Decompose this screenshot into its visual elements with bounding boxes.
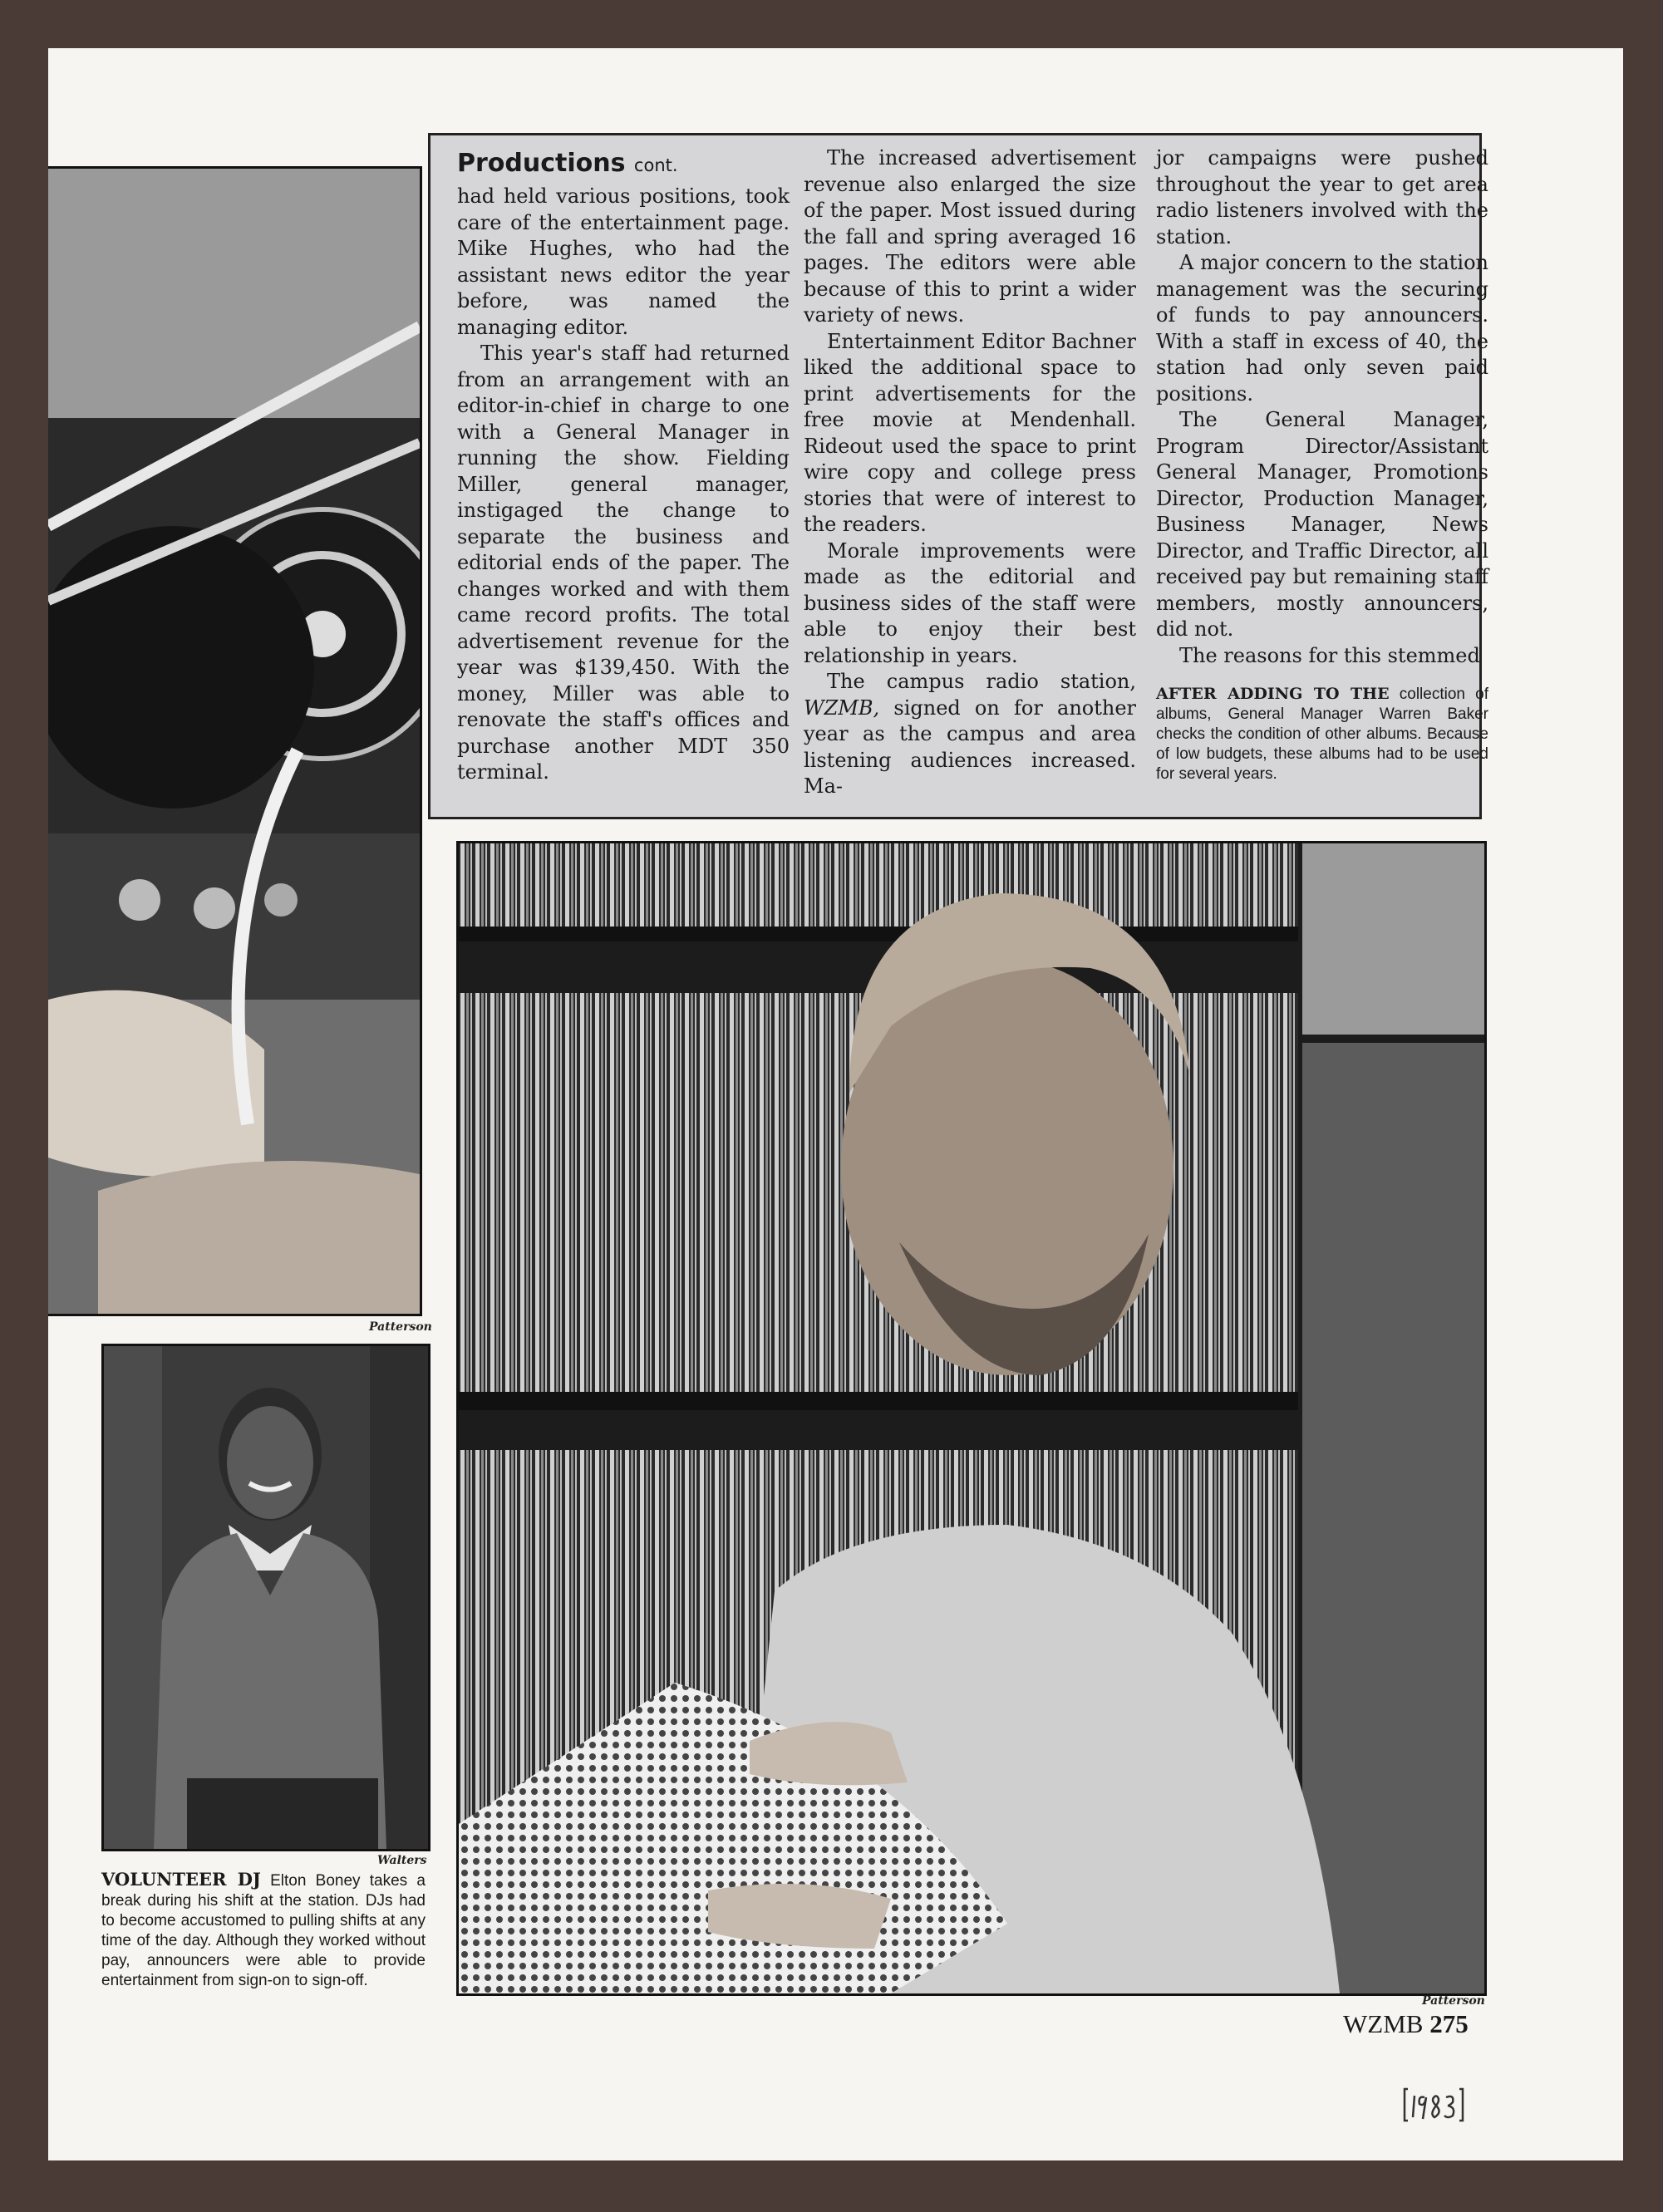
manager-albums-image — [459, 843, 1484, 1993]
article-paragraph: The increased advertisement revenue also enlarged the size of the paper. Most issued during the fall and spring averaged 16 pages. The editors were able because of this to print a wider variety of news. — [804, 146, 1136, 327]
article-paragraph-radio — [804, 669, 1136, 800]
article-paragraph: The reasons for this stemmed — [1179, 643, 1480, 667]
dj-photo-caption — [101, 1870, 426, 1991]
article-column-2 — [804, 145, 1136, 800]
article-paragraph: jor campaigns were pushed throughout the year to get area radio listeners involved with the station. — [1156, 146, 1488, 248]
folio-section: WZMB — [1343, 2009, 1424, 2038]
main-photo-caption — [1156, 684, 1488, 784]
dj-caption-text: Elton Boney takes a break during his shift at the station. DJs had to become accustomed to pulling shifts at any time of the day. Although they worked without pay, announcers were able to provide entertainment from sign-on to sign-off. — [101, 1872, 426, 1989]
main-photo-credit: Patterson — [1422, 1994, 1485, 2008]
section-heading-suffix: cont. — [633, 155, 678, 175]
radio-text-after: signed on for another year as the campus and area listening audiences increased. Ma- — [804, 696, 1136, 798]
dj-caption-lead: VOLUNTEER DJ — [101, 1869, 261, 1890]
article-paragraph: had held various positions, took care of the entertainment page. Mike Hughes, who had the assistant news editor the year before, was named the managing editor. — [457, 184, 790, 339]
volunteer-dj-image — [104, 1346, 428, 1849]
article-paragraph: The General Manager, Program Director/Assistant General Manager, Promotions Director, Production Manager, Business Manager, News Director, and Traffic Director, all received pay but remaining staff members, mostly announcers, did not. — [1156, 408, 1488, 641]
radio-text-before: The campus radio station, — [827, 670, 1136, 693]
dj-photo-credit: Walters — [377, 1854, 427, 1867]
article-column-1 — [457, 145, 790, 786]
article-paragraph: Entertainment Editor Bachner liked the additional space to print advertisements for the free movie at Mendenhall. Rideout used the space to print wire copy and college press stories that were of interest to the readers. — [804, 329, 1136, 536]
tape-machine-image — [48, 169, 420, 1314]
manager-albums-photo — [456, 841, 1487, 1996]
main-caption-text: collection of albums, General Manager Warren Baker checks the condition of other albums. Because of low budgets, these albums had to be used for several years. — [1156, 686, 1488, 783]
section-heading-title: Productions — [457, 149, 626, 178]
article-paragraph: A major concern to the station management was the securing of funds to pay announcers. With a staff in excess of 40, the station had only seven paid positions. — [1156, 251, 1488, 406]
article-column-3 — [1156, 145, 1488, 784]
handwritten-year-note — [1401, 2084, 1468, 2126]
reel-photo-credit: Patterson — [369, 1320, 432, 1334]
article-paragraph: This year's staff had returned from an arrangement with an editor-in-chief in charge to one with a General Manager in running the show. Fielding Miller, general manager, instigaged the change to separate the business and editorial ends of the paper. The changes worked and with them came record profits. The total advertisement revenue for the year was $139,450. With the money, Miller was able to renovate the staff's offices and purchase another MDT 350 terminal. — [457, 342, 790, 784]
page-folio — [1343, 2009, 1469, 2039]
article-paragraph: Morale improvements were made as the editorial and business sides of the staff were able to enjoy their best relationship in years. — [804, 538, 1136, 667]
tape-machine-photo — [48, 166, 422, 1316]
main-caption-lead: AFTER ADDING TO THE — [1156, 685, 1390, 703]
volunteer-dj-photo — [101, 1344, 431, 1851]
section-heading — [457, 145, 790, 184]
station-name: WZMB, — [804, 696, 880, 720]
page-number: 275 — [1429, 2009, 1469, 2038]
